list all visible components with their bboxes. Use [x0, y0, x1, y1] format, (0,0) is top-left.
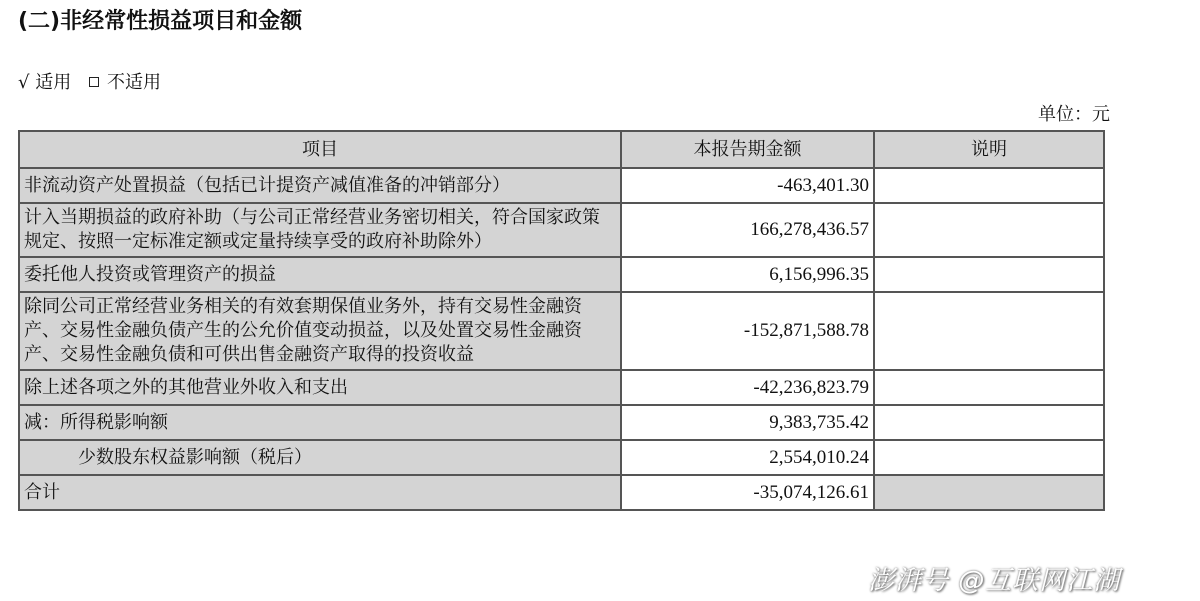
not-applicable-label: 不适用	[106, 72, 161, 93]
non-recurring-items-table	[18, 130, 1105, 511]
item-cell: 计入当期损益的政府补助（与公司正常经营业务密切相关，符合国家政策规定、按照一定标准定额或定量持续享受的政府补助除外）	[19, 203, 621, 257]
item-cell: 委托他人投资或管理资产的损益	[19, 257, 621, 292]
amount-cell: 6,156,996.35	[621, 257, 874, 292]
amount-cell: 9,383,735.42	[621, 405, 874, 440]
note-cell	[874, 370, 1104, 405]
table-row	[19, 168, 1104, 203]
amount-cell: -463,401.30	[621, 168, 874, 203]
table-row	[19, 203, 1104, 257]
table-row	[19, 440, 1104, 475]
item-cell: 少数股东权益影响额（税后）	[19, 440, 621, 475]
header-amount: 本报告期金额	[621, 131, 874, 168]
total-label-cell: 合计	[19, 475, 621, 510]
amount-cell: 166,278,436.57	[621, 203, 874, 257]
checkbox-icon	[89, 77, 99, 87]
note-cell	[874, 257, 1104, 292]
item-cell: 除上述各项之外的其他营业外收入和支出	[19, 370, 621, 405]
note-cell	[874, 440, 1104, 475]
item-cell: 除同公司正常经营业务相关的有效套期保值业务外，持有交易性金融资产、交易性金融负债产生的公允价值变动损益，以及处置交易性金融资产、交易性金融负债和可供出售金融资产取得的投资收益	[19, 292, 621, 370]
table-row	[19, 257, 1104, 292]
check-mark-icon: √	[18, 72, 30, 93]
note-cell	[874, 405, 1104, 440]
note-cell	[874, 168, 1104, 203]
table-row	[19, 405, 1104, 440]
applicability-line	[18, 68, 161, 94]
watermark: 澎湃号 @互联网江湖	[868, 566, 1121, 596]
note-cell	[874, 203, 1104, 257]
amount-cell: -152,871,588.78	[621, 292, 874, 370]
item-cell: 非流动资产处置损益（包括已计提资产减值准备的冲销部分）	[19, 168, 621, 203]
total-amount-cell: -35,074,126.61	[621, 475, 874, 510]
note-cell	[874, 475, 1104, 510]
table-row	[19, 370, 1104, 405]
section-title: (二)非经常性损益项目和金额	[18, 9, 303, 34]
header-note: 说明	[874, 131, 1104, 168]
note-cell	[874, 292, 1104, 370]
applicable-label: 适用	[35, 72, 72, 93]
header-item: 项目	[19, 131, 621, 168]
table-row	[19, 292, 1104, 370]
unit-label: 单位：元	[1038, 104, 1110, 125]
table-header-row	[19, 131, 1104, 168]
amount-cell: -42,236,823.79	[621, 370, 874, 405]
item-cell: 减：所得税影响额	[19, 405, 621, 440]
total-row	[19, 475, 1104, 510]
amount-cell: 2,554,010.24	[621, 440, 874, 475]
